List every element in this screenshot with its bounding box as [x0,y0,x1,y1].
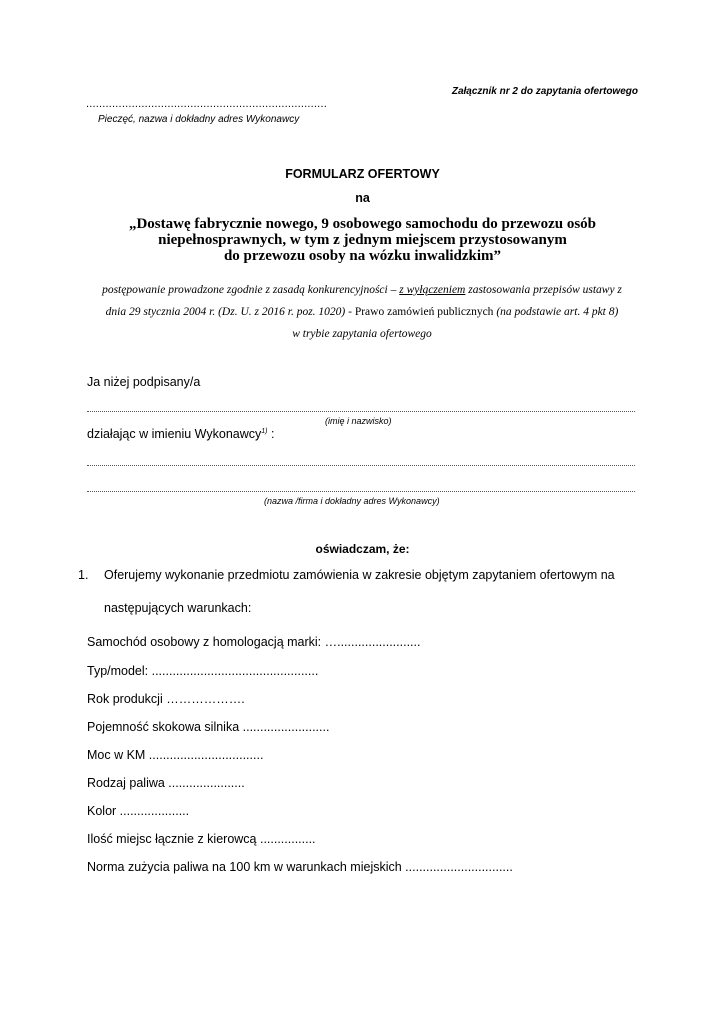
contractor-field-line-1[interactable] [87,465,635,466]
field-seats[interactable]: Ilość miejsc łącznie z kierowcą ................ [87,832,316,846]
procedure-description [86,279,638,345]
procedure-text-7: w trybie zapytania ofertowego [292,328,432,340]
procedure-text-6: (na podstawie art. 4 pkt 8) [496,306,619,318]
acting-label-text: działając w imieniu Wykonawcy [87,427,262,441]
order-subject-line-2: niepełnosprawnych, w tym z jednym miejscem przystosowanym [158,232,567,248]
field-fuel-type[interactable]: Rodzaj paliwa ...................... [87,776,245,790]
order-subject-line-3: do przewozu osoby na wózku inwalidzkim” [223,248,502,264]
acting-label [87,427,274,441]
procedure-line-2 [86,301,638,323]
procedure-line-3 [86,323,638,345]
field-power[interactable]: Moc w KM ................................. [87,748,264,762]
contractor-field-line-2[interactable] [87,491,635,492]
field-production-year[interactable]: Rok produkcji ………………. [87,692,245,706]
stamp-dotted-line: .......................................................................... [86,98,327,110]
declaration-heading: oświadczam, że: [315,542,410,556]
form-title: FORMULARZ OFERTOWY [285,167,440,181]
order-subject-line-1: „Dostawę fabrycznie nowego, 9 osobowego samochodu do przewozu osób [128,216,597,232]
order-subject [110,216,615,264]
procedure-text-3: zastosowania przepisów ustawy z [465,284,622,296]
field-model[interactable]: Typ/model: ................................................ [87,664,319,678]
form-title-na: na [355,191,370,205]
field-color[interactable]: Kolor .................... [87,804,190,818]
field-brand[interactable]: Samochód osobowy z homologacją marki: …........................ [87,635,421,649]
footnote-marker: 1) [261,427,268,435]
procedure-text-5: - Prawo zamówień publicznych [345,306,497,318]
item-1-text: Oferujemy wykonanie przedmiotu zamówienia w zakresie objętym zapytaniem ofertowym na [104,568,615,582]
field-engine-capacity[interactable]: Pojemność skokowa silnika ......................... [87,720,330,734]
item-1-number: 1. [78,568,89,582]
item-1-continuation: następujących warunkach: [104,601,252,615]
annex-label: Załącznik nr 2 do zapytania ofertowego [451,86,638,97]
procedure-text-1: postępowanie prowadzone zgodnie z zasadą konkurencyjności – [102,284,400,296]
procedure-exclusion: z wyłączeniem [399,284,466,296]
signatory-label: Ja niżej podpisany/a [87,375,201,389]
stamp-label: Pieczęć, nazwa i dokładny adres Wykonawcy [98,114,300,125]
procedure-line-1 [86,279,638,301]
field-fuel-consumption[interactable]: Norma zużycia paliwa na 100 km w warunkach miejskich ............................... [87,860,513,874]
contractor-field-note: (nazwa /firma i dokładny adres Wykonawcy) [264,496,440,506]
name-field-note: (imię i nazwisko) [325,416,392,426]
procedure-text-4: dnia 29 stycznia 2004 r. (Dz. U. z 2016 r. poz. 1020) [105,306,346,318]
acting-colon: : [267,427,275,441]
name-field-line[interactable] [87,411,635,412]
